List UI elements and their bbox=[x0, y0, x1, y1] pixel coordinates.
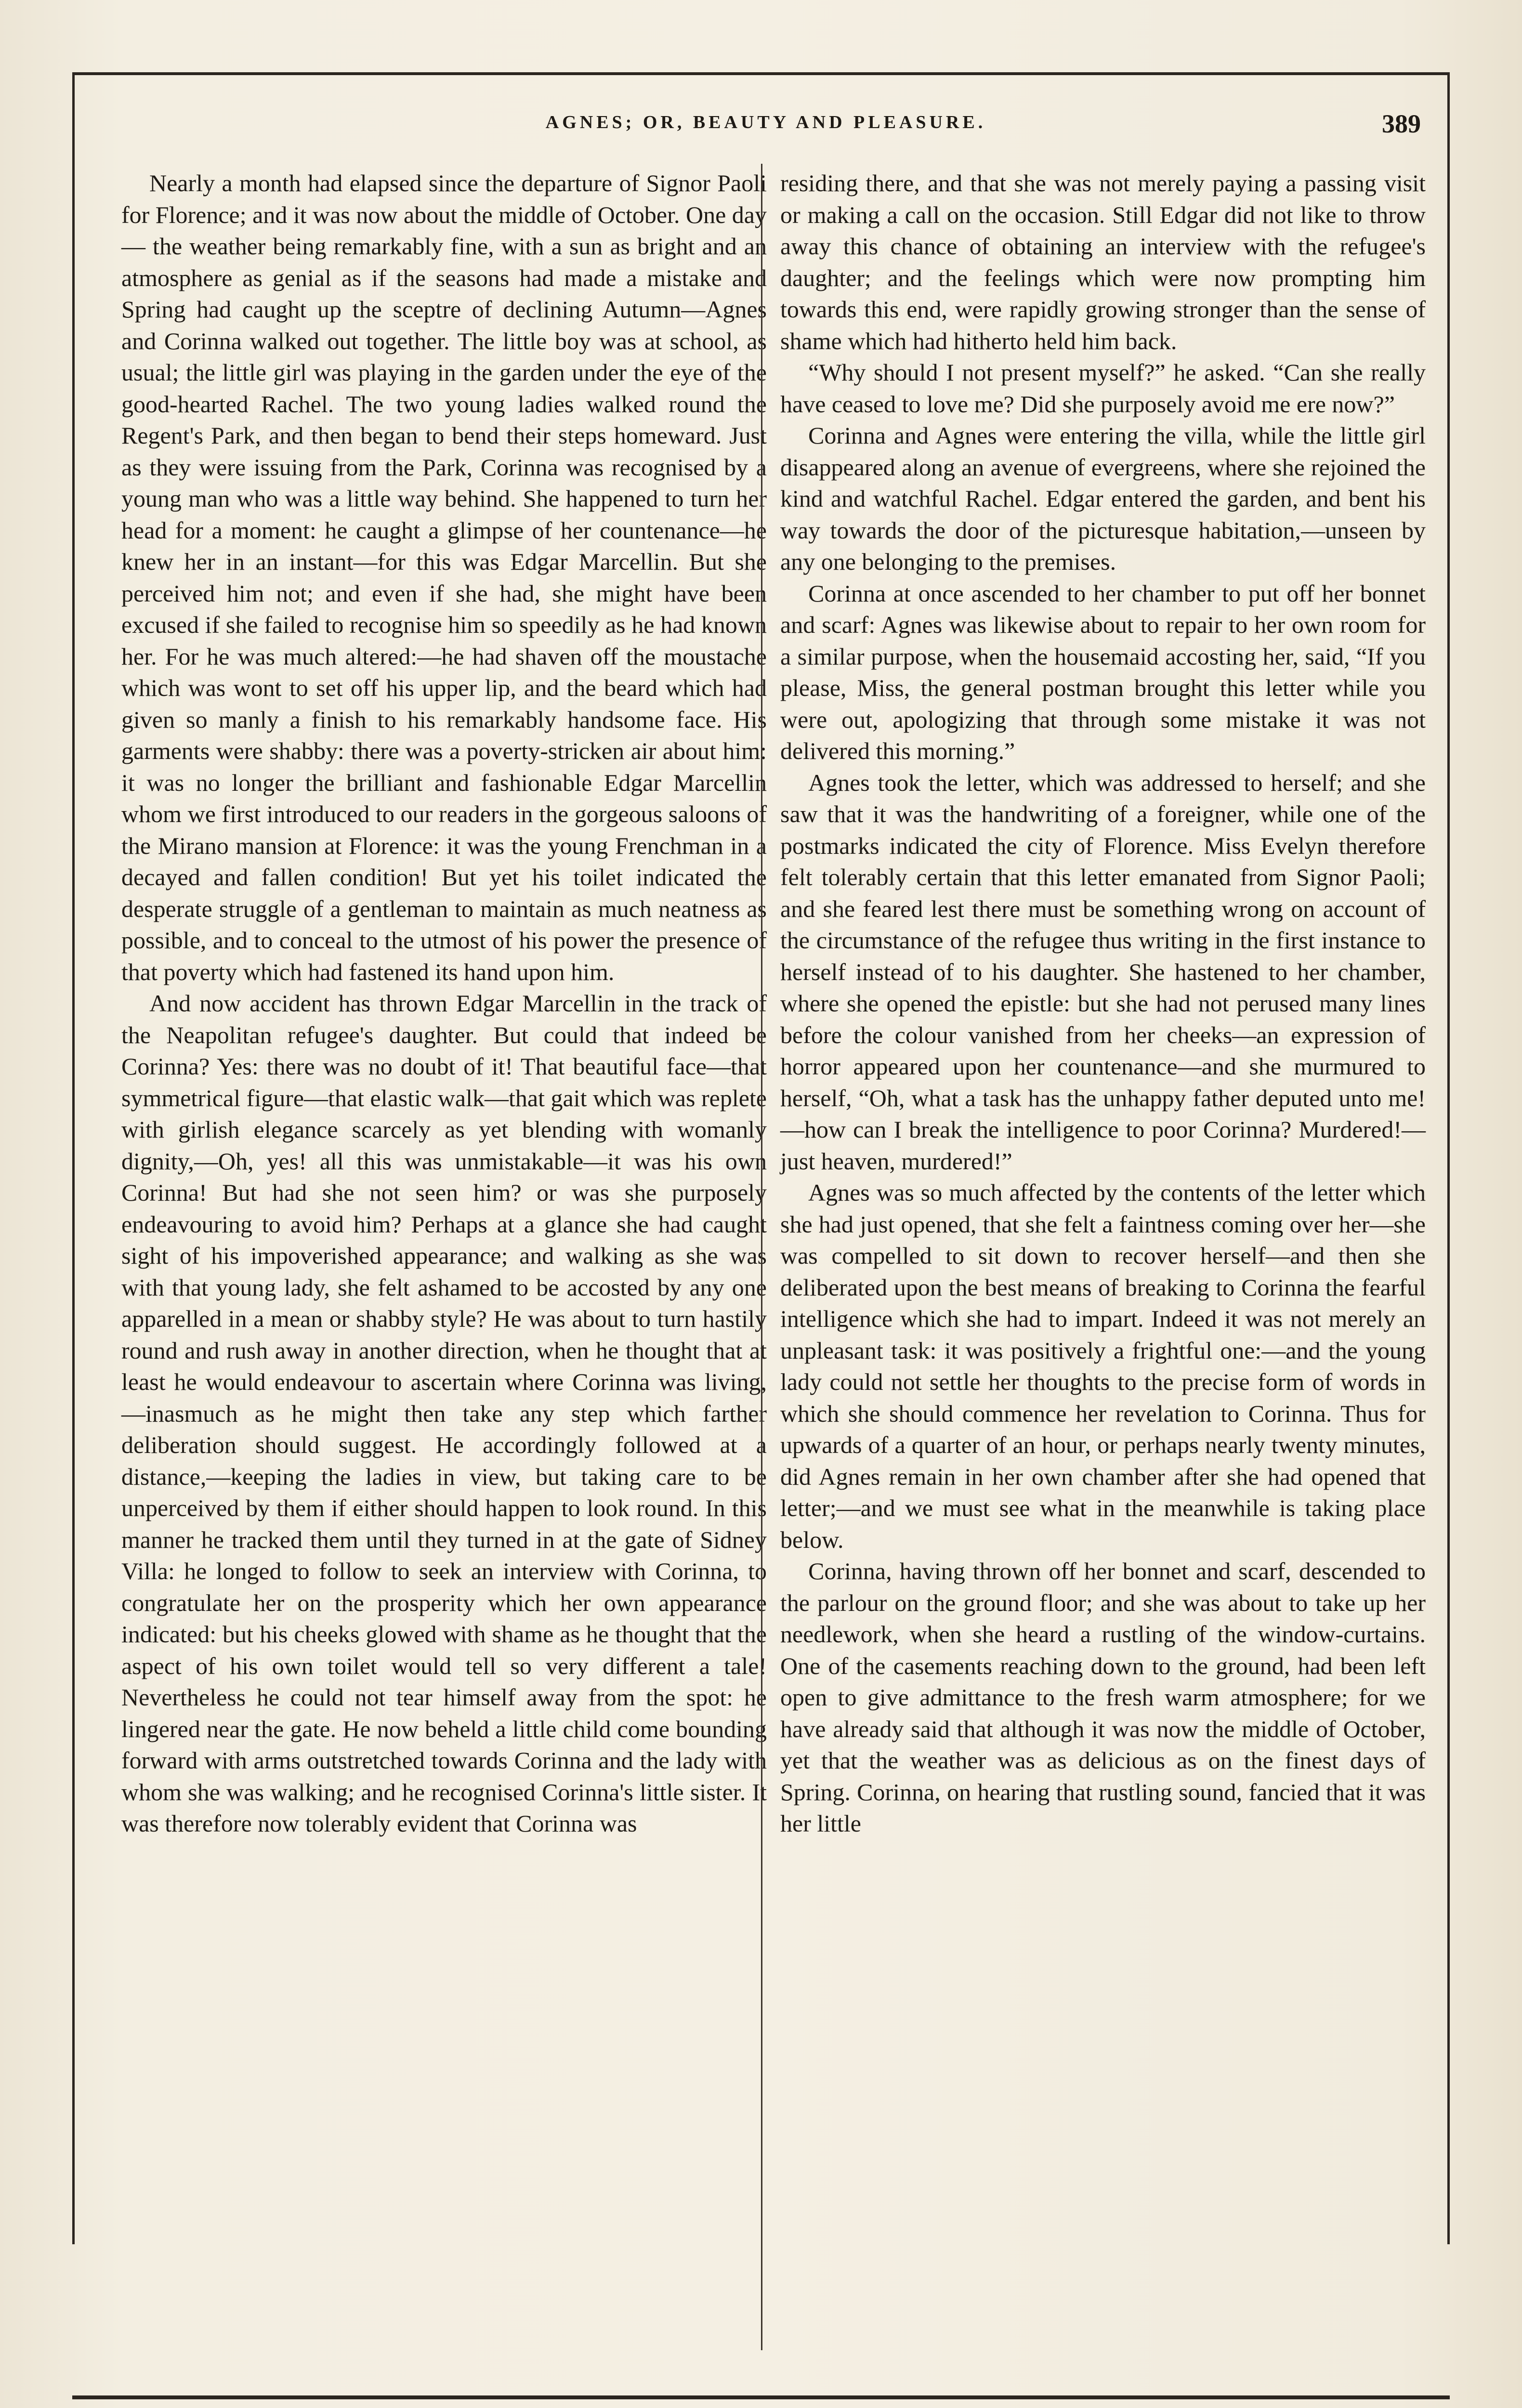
paragraph: Corinna, having thrown off her bonnet and scarf, descended to the parlour on the ground floor; and she was about to take up her needlework, when she heard a rustling of the window-curtains. One of the casements reaching down to the ground, had been left open to give admittance to the fresh warm atmosphere; for we have already said that although it was now the middle of October, yet that the weather was as delicious as on the finest days of Spring. Corinna, on hearing that rustling sound, fancied that it was her little bbox=[780, 1557, 1426, 1837]
frame-top-rule bbox=[72, 72, 1450, 75]
page-number: 389 bbox=[1382, 109, 1421, 138]
running-title: AGNES; OR, BEAUTY AND PLEASURE. bbox=[545, 112, 986, 132]
paragraph: And now accident has thrown Edgar Marcellin in the track of the Neapolitan refugee's daughter. But could that indeed be Corinna? Yes: there was no doubt of it! That beautiful face—that symmetrical figure—that elastic walk—that gait which was replete with girlish elegance scarcely as yet blending with womanly dignity,—Oh, yes! all this was unmistakable—it was his own Corinna! But had she not seen him? or was she purposely endeavouring to avoid him? Perhaps at a glance she had caught sight of his impoverished appearance; and walking as she was with that young lady, she felt ashamed to be accosted by any one apparelled in a mean or shabby style? He was about to turn hastily round and rush away in another direction, when he thought that at least he would endeavour to ascertain where Corinna was living,—inasmuch as he might then take any step which farther deliberation should suggest. He accordingly followed at a distance,—keeping the ladies in view, but taking care to be unperceived by them if either should happen to look round. In this manner he tracked them until they turned in at the gate of Sidney Villa: he longed to follow to seek an interview with Corinna, to congratulate her on the prosperity which her own appearance indicated: but his cheeks glowed with shame as he thought that the aspect of his own toilet would tell so very different a tale! Nevertheless he could not tear himself away from the spot: he lingered near the gate. He now beheld a little child come bounding forward with arms outstretched towards Corinna and the lady with whom she was walking; and he recognised Corinna's little sister. It was therefore now tolerably evident that Corinna was bbox=[121, 990, 767, 1837]
frame-bottom-rule bbox=[72, 2395, 1450, 2399]
paragraph: “Why should I not present myself?” he asked. “Can she really have ceased to love me? Did she purposely avoid me ere now?” bbox=[780, 359, 1426, 418]
paragraph: Agnes took the letter, which was addressed to herself; and she saw that it was the handwriting of a foreigner, while one of the postmarks indicated the city of Florence. Miss Evelyn therefore felt tolerably certain that this letter emanated from Signor Paoli; and she feared lest there must be something wrong on account of the circumstance of the refugee thus writing in the first instance to herself instead of to his daughter. She hastened to her chamber, where she opened the epistle: but she had not perused many lines before the colour vanished from her cheeks—an expression of horror appeared upon her countenance—and she murmured to herself, “Oh, what a task has the unhappy father deputed unto me!—how can I break the intelligence to poor Corinna? Murdered!—just heaven, murdered!” bbox=[780, 769, 1426, 1175]
right-column bbox=[780, 168, 1426, 1840]
paragraph: residing there, and that she was not merely paying a passing visit or making a call on the occasion. Still Edgar did not like to throw away this chance of obtaining an interview with the refugee's daughter; and the feelings which were now prompting him towards this end, were rapidly growing stronger than the sense of shame which had hitherto held him back. bbox=[780, 170, 1426, 354]
column-divider bbox=[761, 164, 762, 2350]
page-header bbox=[111, 109, 1421, 141]
left-column bbox=[121, 168, 767, 1840]
paragraph: Agnes was so much affected by the contents of the letter which she had just opened, that she felt a faintness coming over her—she was compelled to sit down to recover herself—and then she deliberated upon the best means of breaking to Corinna the fearful intelligence which she had to impart. Indeed it was not merely an unpleasant task: it was positively a frightful one:—and the young lady could not settle her thoughts to the precise form of words in which she should commence her revelation to Corinna. Thus for upwards of a quarter of an hour, or perhaps nearly twenty minutes, did Agnes remain in her own chamber after she had opened that letter;—and we must see what in the meanwhile is taking place below. bbox=[780, 1179, 1426, 1553]
paragraph: Nearly a month had elapsed since the departure of Signor Paoli for Florence; and it was now about the middle of October. One day — the weather being remarkably fine, with a sun as bright and an atmosphere as genial as if the seasons had made a mistake and Spring had caught up the sceptre of declining Autumn—Agnes and Corinna walked out together. The little boy was at school, as usual; the little girl was playing in the garden under the eye of the good-hearted Rachel. The two young ladies walked round the Regent's Park, and then began to bend their steps homeward. Just as they were issuing from the Park, Corinna was recognised by a young man who was a little way behind. She happened to turn her head for a moment: he caught a glimpse of her countenance—he knew her in an instant—for this was Edgar Marcellin. But she perceived him not; and even if she had, she might have been excused if she failed to recognise him so speedily as he had known her. For he was much altered:—he had shaven off the moustache which was wont to set off his upper lip, and the beard which had given so manly a finish to his remarkably handsome face. His garments were shabby: there was a poverty-stricken air about him: it was no longer the brilliant and fashionable Edgar Marcellin whom we first introduced to our readers in the gorgeous saloons of the Mirano mansion at Florence: it was the young Frenchman in a decayed and fallen condition! But yet his toilet indicated the desperate struggle of a gentleman to maintain as much neatness as possible, and to conceal to the utmost of his power the presence of that poverty which had fastened its hand upon him. bbox=[121, 170, 767, 985]
paragraph: Corinna and Agnes were entering the villa, while the little girl disappeared along an avenue of evergreens, where she rejoined the kind and watchful Rachel. Edgar entered the garden, and bent his way towards the door of the picturesque habitation,—unseen by any one belonging to the premises. bbox=[780, 422, 1426, 575]
paragraph: Corinna at once ascended to her chamber to put off her bonnet and scarf: Agnes was likewise about to repair to her own room for a similar purpose, when the housemaid accosting her, said, “If you please, Miss, the general postman brought this letter while you were out, apologizing that through some mistake it was not delivered this morning.” bbox=[780, 579, 1426, 764]
frame-left-rule bbox=[72, 72, 75, 2244]
frame-right-rule bbox=[1447, 72, 1450, 2244]
